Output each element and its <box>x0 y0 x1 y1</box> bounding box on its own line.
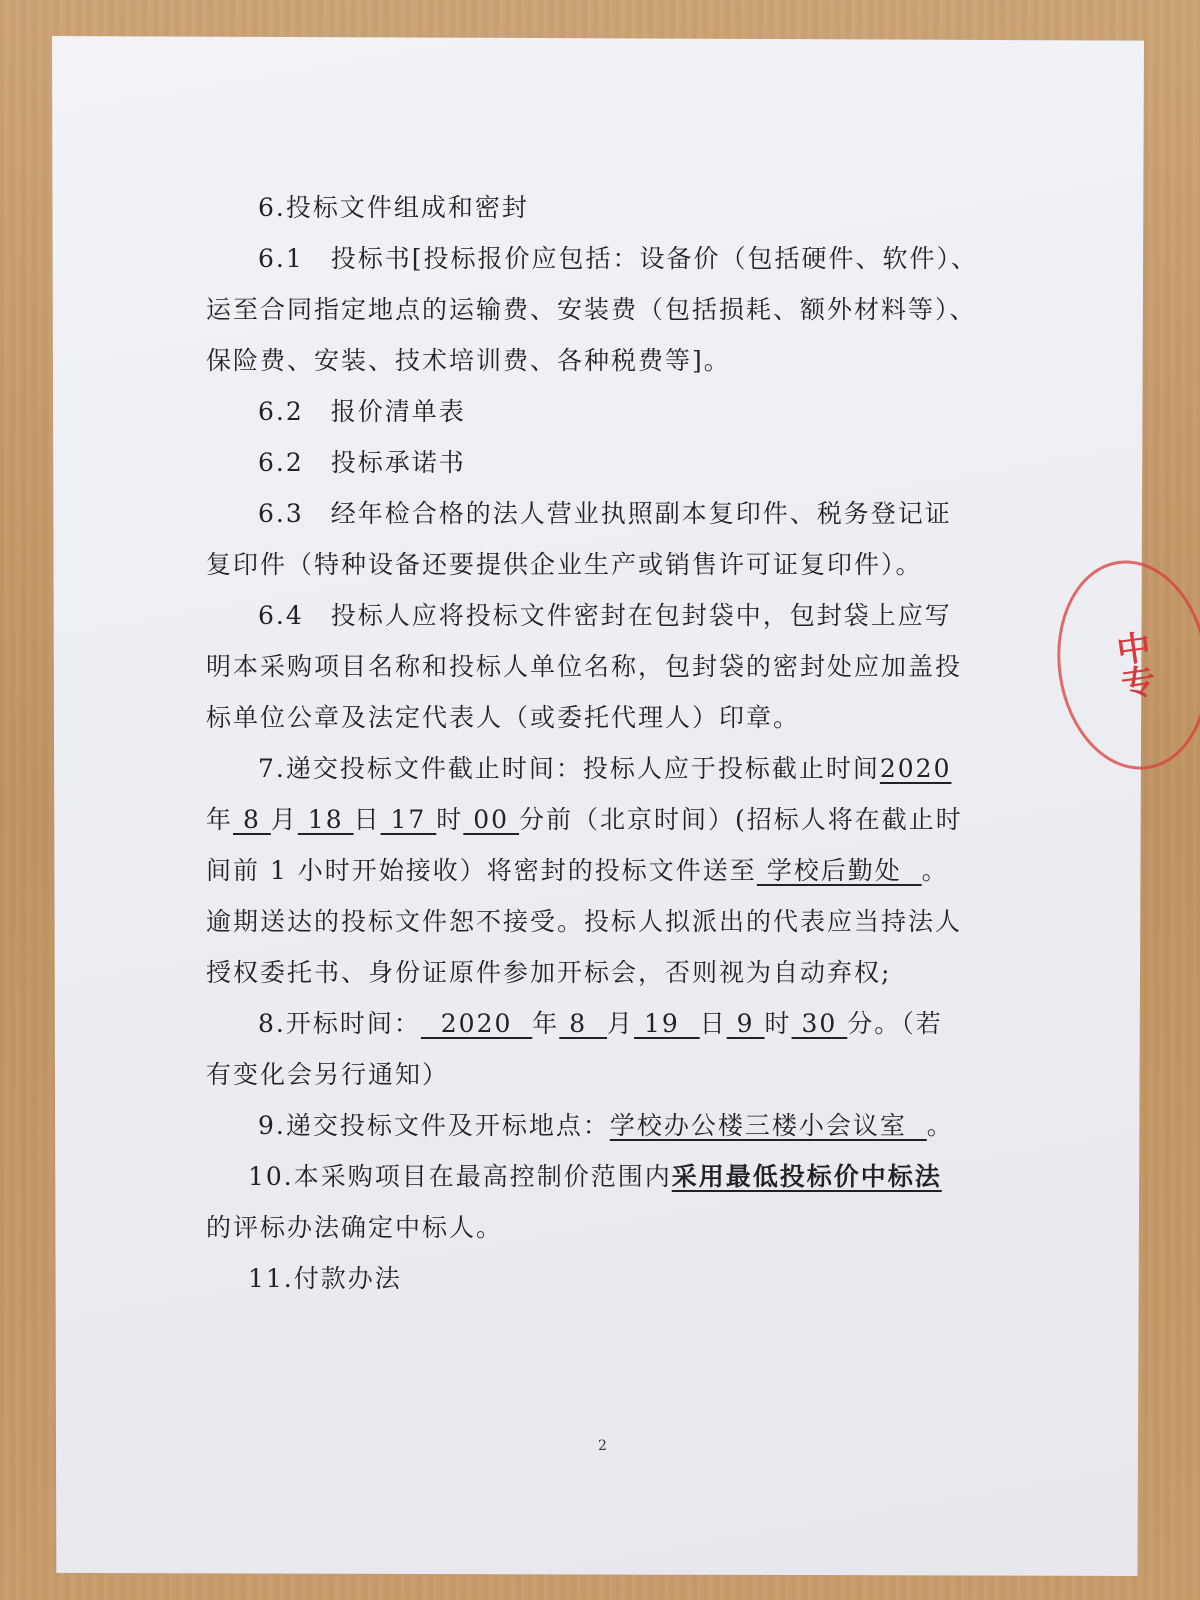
paragraph-7-cont <box>206 896 1006 947</box>
text-run: 年 <box>206 805 234 834</box>
document-body <box>206 182 1006 1304</box>
paragraph-6-2-quote <box>206 386 1006 437</box>
text-run: 日 <box>699 1009 727 1038</box>
filled-blank: 学校办公楼三楼小会议室 <box>609 1111 927 1140</box>
text-run: 10.本采购项目在最高控制价范围内 <box>248 1162 672 1191</box>
official-seal-stamp: 中专 <box>1044 551 1200 780</box>
text-run: 时 <box>436 805 464 834</box>
text-run: 11.付款办法 <box>248 1264 402 1293</box>
filled-blank: 19 <box>634 1009 700 1038</box>
paragraph-7-cont <box>206 947 1006 998</box>
text-run: 。 <box>921 856 949 885</box>
text-run: 。 <box>926 1111 954 1140</box>
heading-6 <box>206 182 1006 233</box>
filled-blank: 2020 <box>420 1009 533 1038</box>
text-run: 6.2 报价清单表 <box>258 397 466 426</box>
paragraph-6-2-commitment <box>206 437 1006 488</box>
text-run: 日 <box>353 805 381 834</box>
text-run: 年 <box>532 1009 560 1038</box>
text-run: 8.开标时间： <box>258 1009 421 1038</box>
text-run: 月 <box>270 805 298 834</box>
text-run: 9.递交投标文件及开标地点： <box>258 1111 610 1140</box>
filled-blank: 9 <box>726 1009 765 1038</box>
text-run: 间前 1 小时开始接收）将密封的投标文件送至 <box>206 856 757 885</box>
text-run: 明本采购项目名称和投标人单位名称，包封袋的密封处应加盖投 <box>206 652 963 681</box>
text-run: 运至合同指定地点的运输费、安装费（包括损耗、额外材料等）、 <box>206 295 977 324</box>
text-run: 时 <box>764 1009 792 1038</box>
paragraph-9 <box>206 1100 1006 1151</box>
paragraph-10 <box>206 1151 1006 1202</box>
paragraph-11 <box>206 1253 1006 1304</box>
filled-blank: 8 <box>559 1009 608 1038</box>
filled-blank: 18 <box>297 805 354 834</box>
page-number: 2 <box>598 1438 607 1454</box>
filled-blank: 采用最低投标价中标法 <box>671 1162 942 1191</box>
filled-blank: 2020 <box>879 754 952 783</box>
paragraph-8-cont <box>206 1049 1006 1100</box>
paragraph-6-1-cont <box>206 284 1006 335</box>
paragraph-6-1 <box>206 233 1006 284</box>
paragraph-7-cont <box>206 845 1006 896</box>
filled-blank: 学校后勤处 <box>756 856 922 885</box>
paragraph-8 <box>206 998 1006 1049</box>
text-run: 6.3 经年检合格的法人营业执照副本复印件、税务登记证 <box>258 499 952 528</box>
text-run: 6.投标文件组成和密封 <box>258 193 529 222</box>
text-run: 月 <box>607 1009 635 1038</box>
text-run: 7.递交投标文件截止时间：投标人应于投标截止时间 <box>258 754 880 783</box>
text-run: 保险费、安装、技术培训费、各种税费等]。 <box>206 346 731 375</box>
filled-blank: 00 <box>463 805 520 834</box>
text-run: 复印件（特种设备还要提供企业生产或销售许可证复印件）。 <box>206 550 923 579</box>
paragraph-7-cont <box>206 794 1006 845</box>
text-run: 的评标办法确定中标人。 <box>206 1213 504 1242</box>
paragraph-10-cont <box>206 1202 1006 1253</box>
paragraph-6-3 <box>206 488 1006 539</box>
filled-blank: 17 <box>380 805 437 834</box>
paragraph-6-4 <box>206 590 1006 641</box>
text-run: 有变化会另行通知） <box>206 1060 450 1089</box>
paragraph-7 <box>206 743 1006 794</box>
paragraph-6-4-cont <box>206 692 1006 743</box>
filled-blank: 30 <box>791 1009 848 1038</box>
text-run: 6.1 投标书[投标报价应包括：设备价（包括硬件、软件）、 <box>258 244 979 273</box>
text-run: 分。（若 <box>847 1009 943 1038</box>
text-run: 6.4 投标人应将投标文件密封在包封袋中，包封袋上应写 <box>258 601 952 630</box>
text-run: 授权委托书、身份证原件参加开标会，否则视为自动弃权; <box>206 958 892 987</box>
paragraph-6-3-cont <box>206 539 1006 590</box>
paragraph-6-1-cont <box>206 335 1006 386</box>
text-run: 标单位公章及法定代表人（或委托代理人）印章。 <box>206 703 801 732</box>
paragraph-6-4-cont <box>206 641 1006 692</box>
text-run: 分前（北京时间）(招标人将在截止时 <box>519 805 963 834</box>
text-run: 逾期送达的投标文件恕不接受。投标人拟派出的代表应当持法人 <box>206 907 963 936</box>
text-run: 6.2 投标承诺书 <box>258 448 466 477</box>
filled-blank: 8 <box>233 805 271 834</box>
